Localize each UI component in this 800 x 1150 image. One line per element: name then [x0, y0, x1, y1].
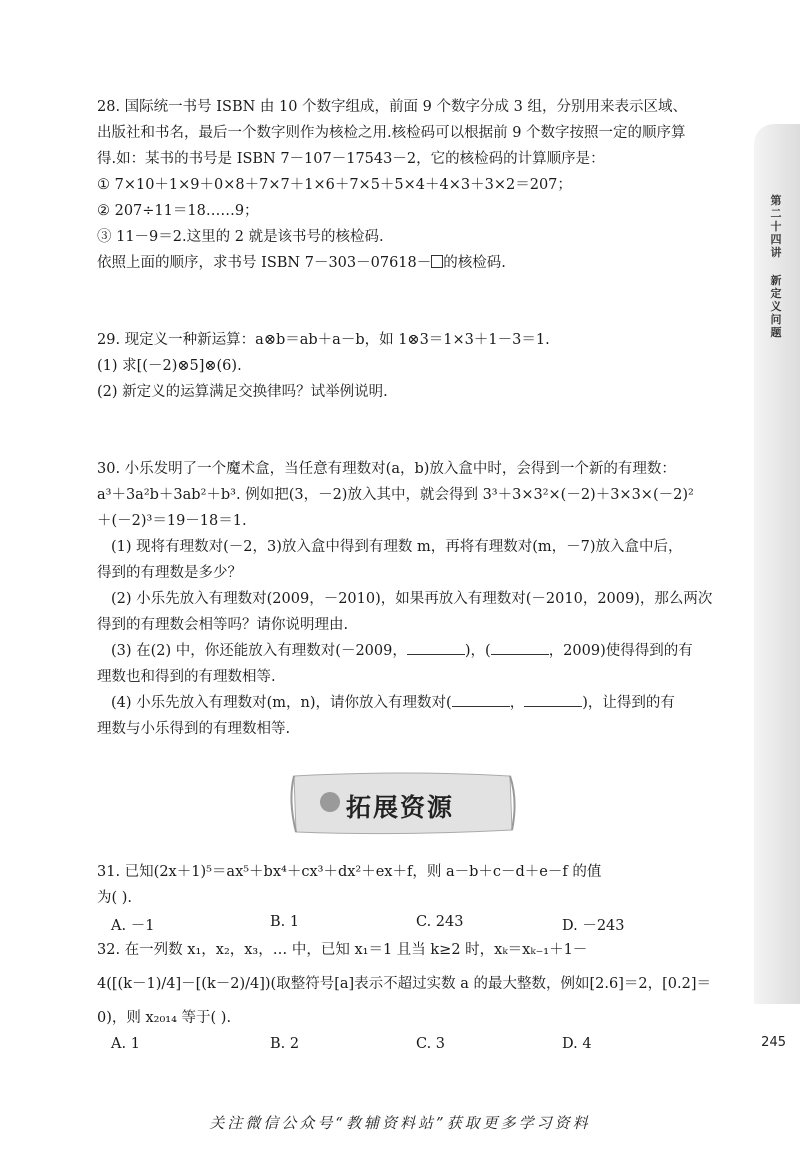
- q29-part-2: (2) 新定义的运算满足交换律吗？试举例说明.: [97, 384, 388, 400]
- q30-part-4a-text: (4) 小乐先放入有理数对(m，n)，请你放入有理数对(: [111, 695, 452, 711]
- q30-line-2: a³＋3a²b＋3ab²＋b³. 例如把(3，－2)放入其中，就会得到 3³＋3×3²×(－2)＋3×3×(－2)²: [97, 487, 694, 503]
- q30-part-4a-end: )，让得到的有: [582, 695, 675, 711]
- q30-line-3: ＋(－2)³＝19－18＝1.: [97, 513, 247, 529]
- banner-dot-icon: [320, 792, 340, 812]
- q30-part-2a: (2) 小乐先放入有理数对(2009，－2010)，如果再放入有理数对(－2010，2009)，那么两次: [111, 591, 713, 607]
- q31-option-a: A. －1: [111, 918, 155, 934]
- blank-2: [491, 642, 549, 655]
- q28-line-3: 得.如：某书的书号是 ISBN 7－107－17543－2，它的核检码的计算顺序是：: [97, 151, 605, 167]
- topic-label: 新定义问题: [770, 274, 782, 339]
- q30-part-4a-sep: ，: [509, 695, 525, 711]
- q30-part-1a: (1) 现将有理数对(－2，3)放入盒中得到有理数 m，再将有理数对(m，－7)放入盒中后，: [111, 539, 683, 555]
- q28-step-2: ② 207÷11＝18……9；: [97, 203, 259, 219]
- q30-part-4a: [111, 693, 675, 713]
- q32-option-d: D. 4: [562, 1036, 592, 1052]
- q31-option-c: C. 243: [416, 914, 464, 930]
- q30-part-3a-end: ，2009)使得得到的有: [548, 643, 693, 659]
- q31-line-1: 31. 已知(2x＋1)⁵＝ax⁵＋bx⁴＋cx³＋dx²＋ex＋f，则 a－b＋c－d＋e－f 的值: [97, 864, 602, 880]
- page-number: 245: [761, 1035, 786, 1050]
- blank-4: [524, 694, 582, 707]
- q28-question-text: 依照上面的顺序，求书号 ISBN 7－303－07618－: [97, 255, 432, 271]
- blank-1: [407, 642, 465, 655]
- lecture-label: 第二十四讲: [770, 194, 782, 259]
- q30-part-3b: 理数也和得到的有理数相等.: [97, 669, 276, 685]
- answer-box: [431, 255, 443, 268]
- q32-line-2: 4([(k－1)/4]－[(k－2)/4])(取整符号[a]表示不超过实数 a 的最大整数，例如[2.6]＝2，[0.2]＝: [97, 976, 711, 992]
- q28-question: [97, 253, 506, 273]
- q30-part-1b: 得到的有理数是多少？: [97, 565, 242, 581]
- q32-option-b: B. 2: [270, 1036, 300, 1052]
- footer-note: 关注微信公众号“教辅资料站”获取更多学习资料: [209, 1114, 591, 1132]
- banner-title: 拓展资源: [346, 793, 455, 822]
- chapter-side-tab: [754, 124, 800, 1004]
- blank-3: [452, 694, 510, 707]
- q30-part-2b: 得到的有理数会相等吗？请你说明理由.: [97, 617, 349, 633]
- q29-part-1: (1) 求[(－2)⊗5]⊗(6).: [97, 358, 242, 374]
- q30-part-3a-text: (3) 在(2) 中，你还能放入有理数对(－2009，: [111, 643, 407, 659]
- q28-step-1: ① 7×10＋1×9＋0×8＋7×7＋1×6＋7×5＋5×4＋4×3＋3×2＝207；: [97, 177, 572, 193]
- q28-line-2: 出版社和书名，最后一个数字则作为核检之用.核检码可以根据前 9 个数字按照一定的顺序算: [97, 125, 686, 141]
- q31-line-2: 为( ).: [97, 890, 133, 906]
- q30-line-1: 30. 小乐发明了一个魔术盒，当任意有理数对(a，b)放入盒中时，会得到一个新的有理数：: [97, 461, 676, 477]
- q31-option-b: B. 1: [270, 914, 300, 930]
- q30-part-3a: [111, 641, 693, 661]
- q30-part-3a-sep: )，(: [464, 643, 491, 659]
- q28-step-3: ③ 11－9＝2.这里的 2 就是该书号的核检码.: [97, 229, 384, 245]
- q30-part-4b: 理数与小乐得到的有理数相等.: [97, 721, 291, 737]
- q29-line-1: 29. 现定义一种新运算：a⊗b＝ab＋a－b，如 1⊗3＝1×3＋1－3＝1.: [97, 332, 550, 348]
- q32-option-c: C. 3: [416, 1036, 446, 1052]
- q32-option-a: A. 1: [111, 1036, 140, 1052]
- q32-line-1: 32. 在一列数 x₁，x₂，x₃，… 中，已知 x₁＝1 且当 k≥2 时，xₖ＝xₖ₋₁＋1－: [97, 942, 588, 958]
- q28-question-end: 的核检码.: [443, 255, 506, 271]
- q32-line-3: 0)，则 x₂₀₁₄ 等于( ).: [97, 1010, 232, 1026]
- q31-option-d: D. －243: [562, 918, 625, 934]
- q28-line-1: 28. 国际统一书号 ISBN 由 10 个数字组成，前面 9 个数字分成 3 组，分别用来表示区域、: [97, 99, 687, 115]
